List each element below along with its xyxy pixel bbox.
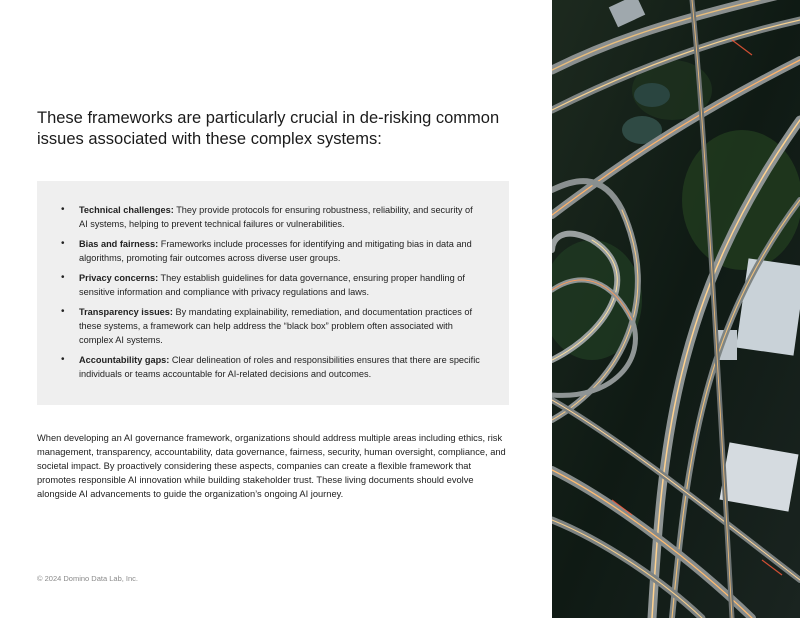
issue-text: They provide protocols for ensuring robustness, reliability, and security of AI systems, helping to prevent technical failures or vulnerabilities.	[79, 205, 473, 229]
issue-title: Bias and fairness:	[79, 239, 159, 249]
copyright-footer: © 2024 Domino Data Lab, Inc.	[37, 574, 139, 583]
list-item	[61, 237, 481, 265]
list-item	[61, 353, 481, 381]
issue-title: Accountability gaps:	[79, 355, 170, 365]
body-paragraph: When developing an AI governance framework, organizations should address multiple areas including ethics, risk management, transparency, accountability, data governance, fairness, security, human oversight, compliance, and societal impact. By proactively considering these aspects, companies can create a flexible framework that promotes responsible AI innovation while building stakeholder trust. These living documents should evolve alongside AI advancements to guide the organization’s ongoing AI journey.	[37, 433, 506, 499]
issues-list	[61, 203, 481, 387]
bullet-icon: •	[61, 272, 65, 283]
issue-title: Technical challenges:	[79, 205, 174, 215]
issue-title: Transparency issues:	[79, 307, 173, 317]
factory-roof	[719, 442, 798, 511]
pond	[634, 83, 670, 107]
list-item	[61, 305, 481, 347]
issue-text: Clear delineation of roles and responsibilities ensures that there are specific individuals or teams accountable for AI-related decisions and outcomes.	[79, 355, 480, 379]
bullet-icon: •	[61, 238, 65, 249]
issue-text: They establish guidelines for data governance, ensuring proper handling of sensitive information and compliance with privacy regulations and laws.	[79, 273, 465, 297]
aerial-highway-photo	[552, 0, 800, 618]
issues-callout-box	[37, 181, 509, 405]
issue-text: By mandating explainability, remediation, and documentation practices of these systems, a framework can help address the “black box” problem often associated with complex AI systems.	[79, 307, 473, 345]
list-item	[61, 203, 481, 231]
list-item	[61, 271, 481, 299]
bullet-icon: •	[61, 306, 65, 317]
bullet-icon: •	[61, 354, 65, 365]
issue-text: Frameworks include processes for identifying and mitigating bias in data and algorithms, promoting fair outcomes across diverse user groups.	[79, 239, 472, 263]
section-heading: These frameworks are particularly crucial in de-risking common issues associated with these complex systems:	[37, 109, 500, 148]
issue-title: Privacy concerns:	[79, 273, 159, 283]
bullet-icon: •	[61, 204, 65, 215]
highway-interchange-illustration	[552, 0, 800, 618]
